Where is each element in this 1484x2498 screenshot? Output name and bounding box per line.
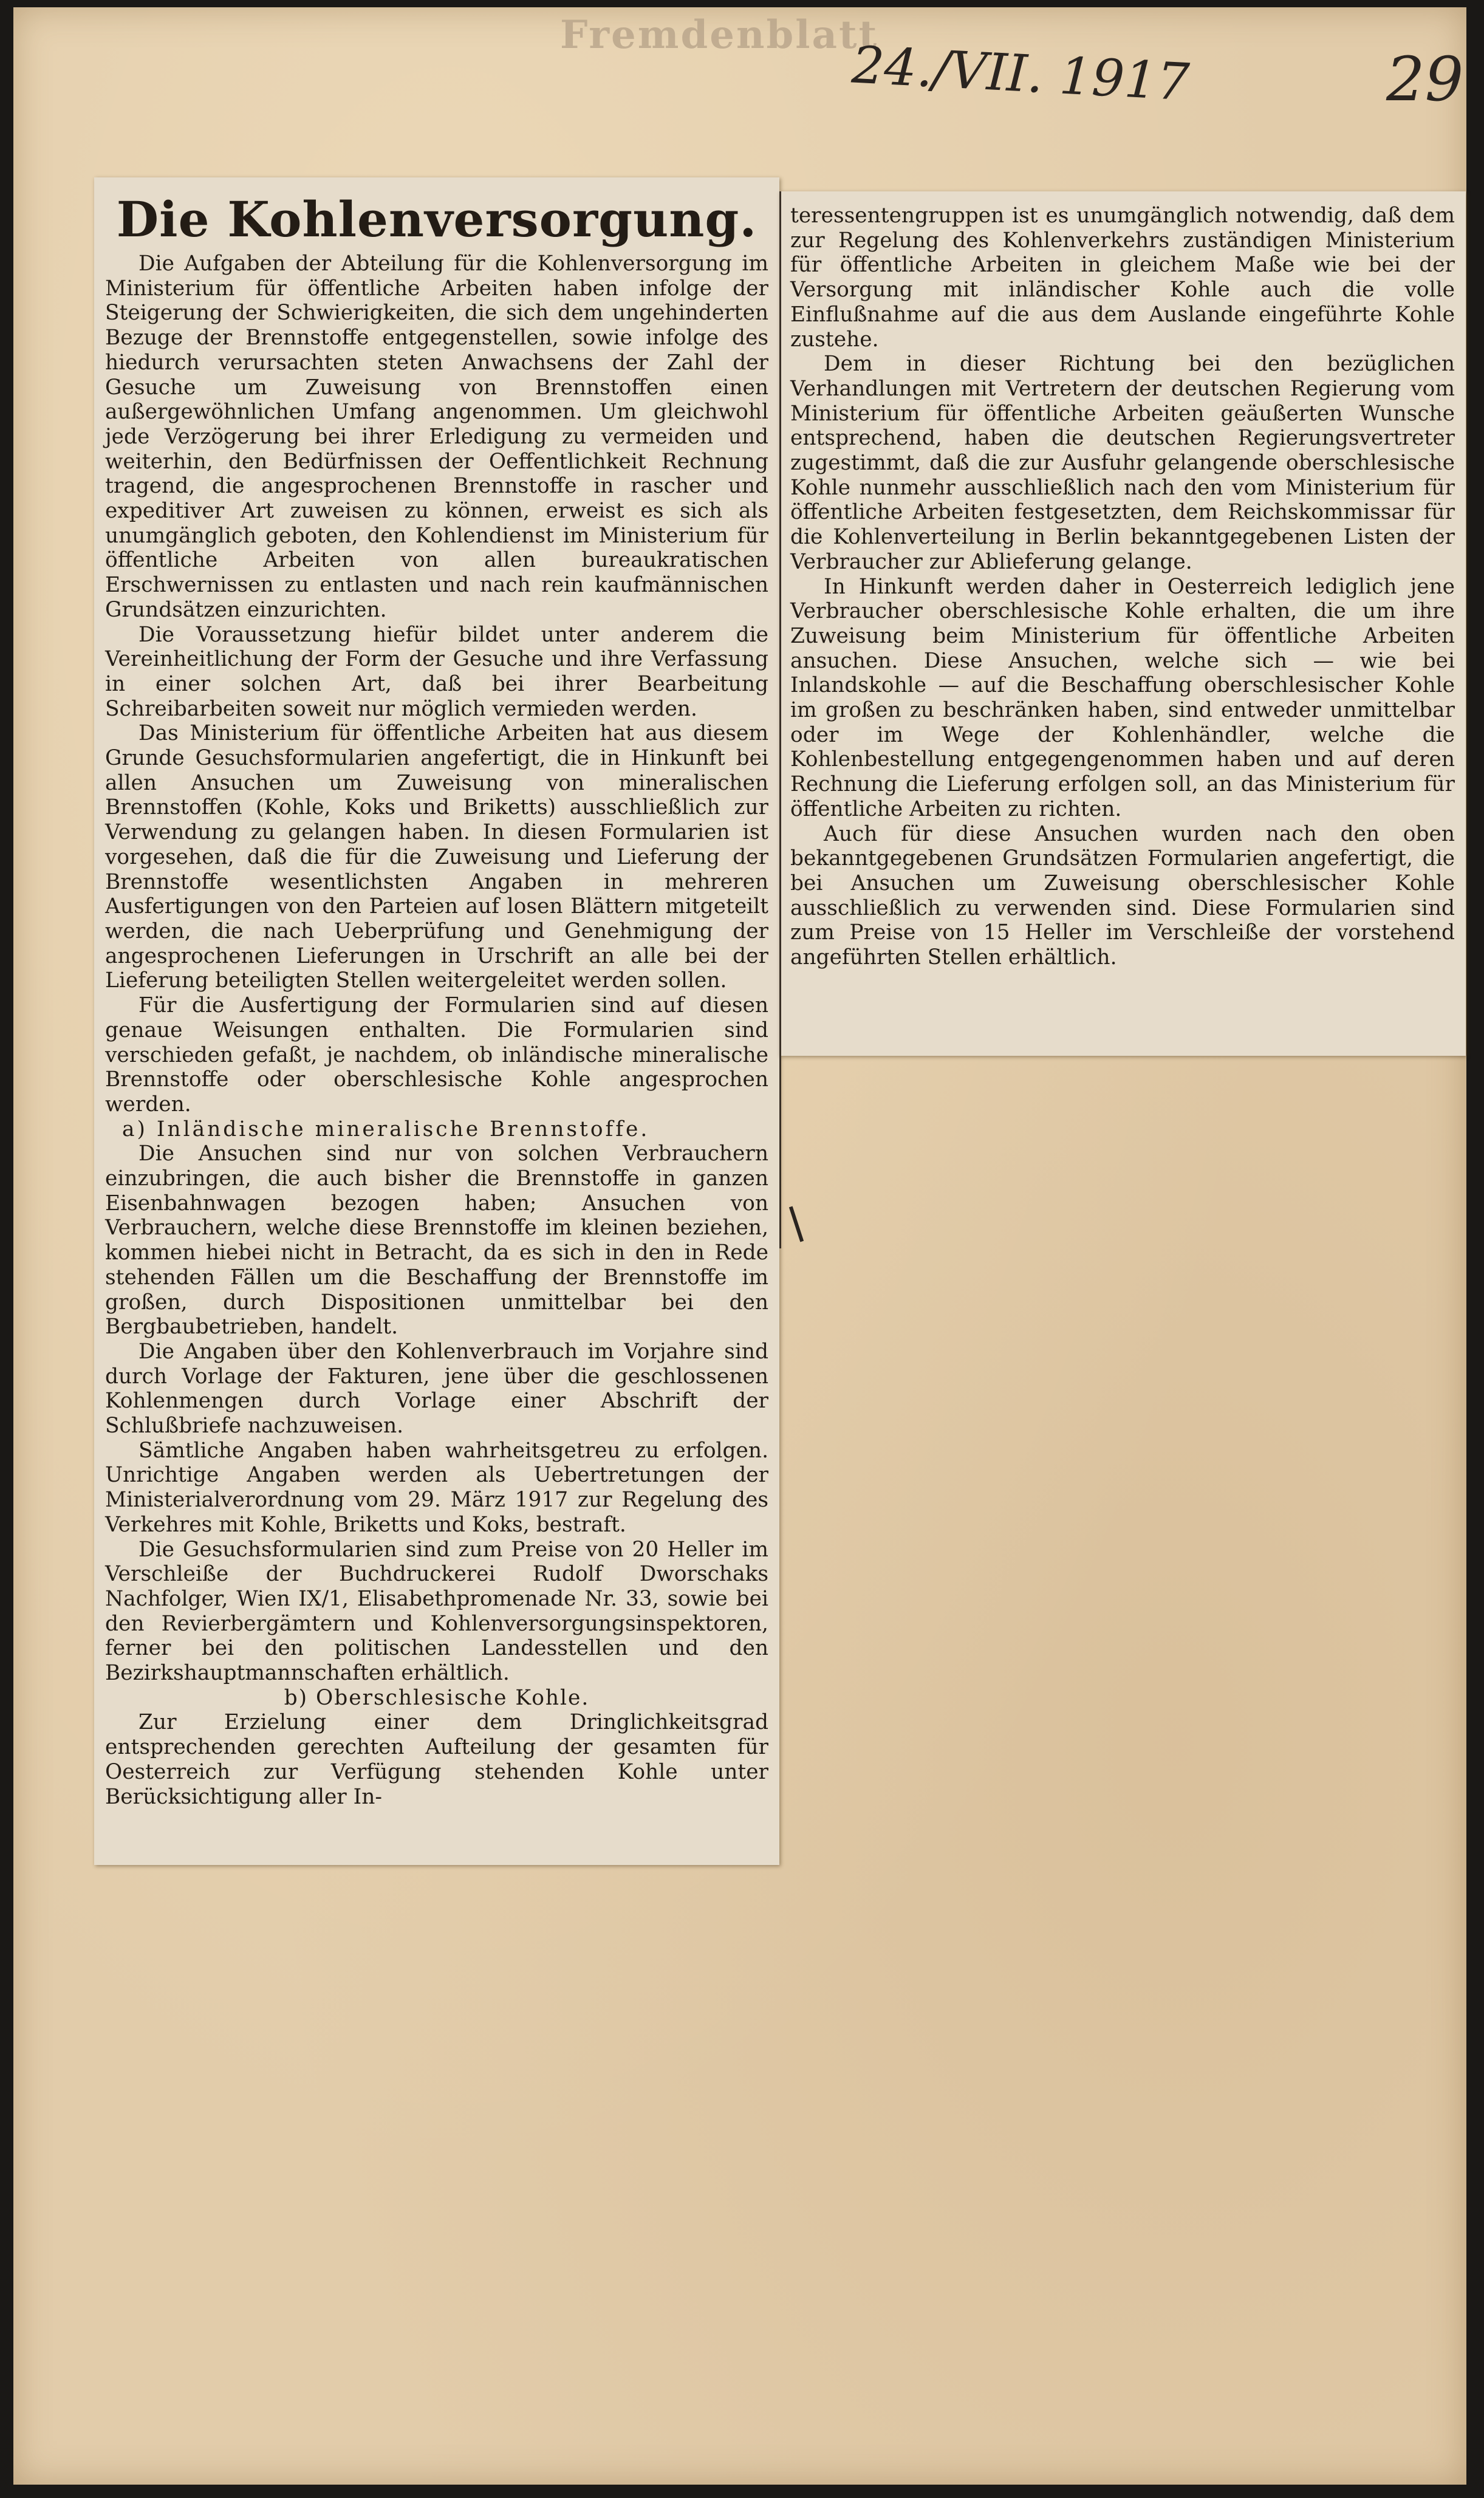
article-paragraph: Für die Ausfertigung der Formularien sind auf diesen genaue Weisungen enthalten. Die Formularien sind verschieden gefaßt, je nachdem, ob inländische mineralische Brennstoffe oder oberschlesische Kohle angesprochen werden.: [105, 993, 768, 1117]
article-paragraph: Auch für diese Ansuchen wurden nach den oben bekanntgegebenen Grundsätzen Formularien angefertigt, die bei Ansuchen um Zuweisung oberschlesischer Kohle ausschließlich zu verwenden sind. Diese Formularien sind zum Preise von 15 Heller im Verschleiße der vorstehend angeführten Stellen erhältlich.: [790, 821, 1455, 970]
article-paragraph: Die Ansuchen sind nur von solchen Verbrauchern einzubringen, die auch bisher die Brennstoffe in ganzen Eisenbahnwagen bezogen haben; Ansuchen von Verbrauchern, welche diese Brennstoffe im kleinen beziehen, kommen hiebei nicht in Betracht, da es sich in den in Rede stehenden Fällen um die Beschaffung der Brennstoffe im großen, durch Dispositionen unmittelbar bei den Bergbaubetrieben, handelt.: [105, 1141, 768, 1340]
article-paragraph: teressentengruppen ist es unumgänglich notwendig, daß dem zur Regelung des Kohlenverkehrs zuständigen Ministerium für öffentliche Arbeiten in gleichem Maße wie bei der Versorgung mit inländischer Kohle auch die volle Einflußnahme auf die aus dem Auslande eingeführte Kohle zustehe.: [790, 204, 1455, 352]
article-paragraph: Die Angaben über den Kohlenverbrauch im Vorjahre sind durch Vorlage der Fakturen, jene über die geschlossenen Kohlenmengen durch Vorlage einer Abschrift der Schlußbriefe nachzuweisen.: [105, 1339, 768, 1439]
left-column-body: [105, 252, 768, 1809]
handwritten-page-number: 29: [1386, 44, 1464, 115]
article-paragraph: Die Aufgaben der Abteilung für die Kohlenversorgung im Ministerium für öffentliche Arbeiten haben infolge der Steigerung der Schwierigkeiten, die sich dem ungehinderten Bezuge der Brennstoffe entgegenstellen, sowie infolge des hiedurch verursachten steten Anwachsens der Zahl der Gesuche um Zuweisung von Brennstoffen einen außergewöhnlichen Umfang angenommen. Um gleichwohl jede Verzögerung bei ihrer Erledigung zu vermeiden und weiterhin, den Bedürfnissen der Oeffentlichkeit Rechnung tragend, die angesprochenen Brennstoffe in rascher und expeditiver Art zuweisen zu können, erweist es sich als unumgänglich geboten, den Kohlendienst im Ministerium für öffentliche Arbeiten von allen bureaukratischen Erschwernissen zu entlasten und nach rein kaufmännischen Grundsätzen einzurichten.: [105, 252, 768, 622]
article-paragraph: Zur Erzielung einer dem Dringlichkeitsgrad entsprechenden gerechten Aufteilung der gesamten für Oesterreich zur Verfügung stehenden Kohle unter Berücksichtigung aller In-: [105, 1710, 768, 1809]
handwritten-date: 24./VII. 1917: [850, 35, 1191, 112]
article-paragraph: In Hinkunft werden daher in Oesterreich lediglich jene Verbraucher oberschlesische Kohle erhalten, die um ihre Zuweisung beim Ministerium für öffentliche Arbeiten ansuchen. Diese Ansuchen, welche sich — wie bei Inlandskohle — auf die Beschaffung oberschlesischer Kohle im großen zu beschränken haben, sind entweder unmittelbar oder im Wege der Kohlenhändler, welche die Kohlenbestellung entgegengenommen haben und auf deren Rechnung die Lieferung erfolgen soll, an das Ministerium für öffentliche Arbeiten zu richten.: [790, 574, 1455, 821]
right-column-body: [790, 204, 1455, 970]
newspaper-stamp: Fremdenblatt: [560, 12, 879, 58]
section-subheading: b) Oberschlesische Kohle.: [284, 1685, 590, 1710]
clipping-left-column: [94, 177, 779, 1865]
article-paragraph: Dem in dieser Richtung bei den bezüglichen Verhandlungen mit Vertretern der deutschen Regierung vom Ministerium für öffentliche Arbeiten geäußerten Wunsche entsprechend, haben die deutschen Regierungsvertreter zugestimmt, daß die zur Ausfuhr gelangende oberschlesische Kohle nunmehr ausschließlich nach den vom Ministerium für öffentliche Arbeiten festgesetzten, dem Reichskommissar für die Kohlenverteilung in Berlin bekanntgegebenen Listen der Verbraucher zur Ablieferung gelange.: [790, 352, 1455, 574]
column-separator: [779, 191, 781, 1248]
article-paragraph: Die Voraussetzung hiefür bildet unter anderem die Vereinheitlichung der Form der Gesuche und ihre Verfassung in einer solchen Art, daß bei ihrer Bearbeitung Schreibarbeiten soweit nur möglich vermieden werden.: [105, 622, 768, 721]
clipping-right-column: [779, 191, 1466, 1056]
article-paragraph: Das Ministerium für öffentliche Arbeiten hat aus diesem Grunde Gesuchsformularien angefertigt, die in Hinkunft bei allen Ansuchen um Zuweisung von mineralischen Brennstoffen (Kohle, Koks und Briketts) ausschließlich zur Verwendung zu gelangen haben. In diesen Formularien ist vorgesehen, daß die für die Zuweisung und Lieferung der Brennstoffe wesentlichsten Angaben in mehreren Ausfertigungen von den Parteien auf losen Blättern mitgeteilt werden, die nach Ueberprüfung und Genehmigung der angesprochenen Lieferungen in Urschrift an alle bei der Lieferung beteiligten Stellen weitergeleitet werden sollen.: [105, 721, 768, 993]
section-subheading: a) Inländische mineralische Brennstoffe.: [122, 1117, 650, 1141]
article-paragraph: Sämtliche Angaben haben wahrheitsgetreu zu erfolgen. Unrichtige Angaben werden als Uebertretungen der Ministerialverordnung vom 29. März 1917 zur Regelung des Verkehres mit Kohle, Briketts und Koks, bestraft.: [105, 1438, 768, 1537]
article-paragraph: Die Gesuchsformularien sind zum Preise von 20 Heller im Verschleiße der Buchdruckerei Rudolf Dworschaks Nachfolger, Wien IX/1, Elisabethpromenade Nr. 33, sowie bei den Revierbergämtern und Kohlenversorgungsinspektoren, ferner bei den politischen Landesstellen und den Bezirkshauptmannschaften erhältlich.: [105, 1537, 768, 1686]
article-title: Die Kohlenversorgung.: [116, 191, 757, 248]
